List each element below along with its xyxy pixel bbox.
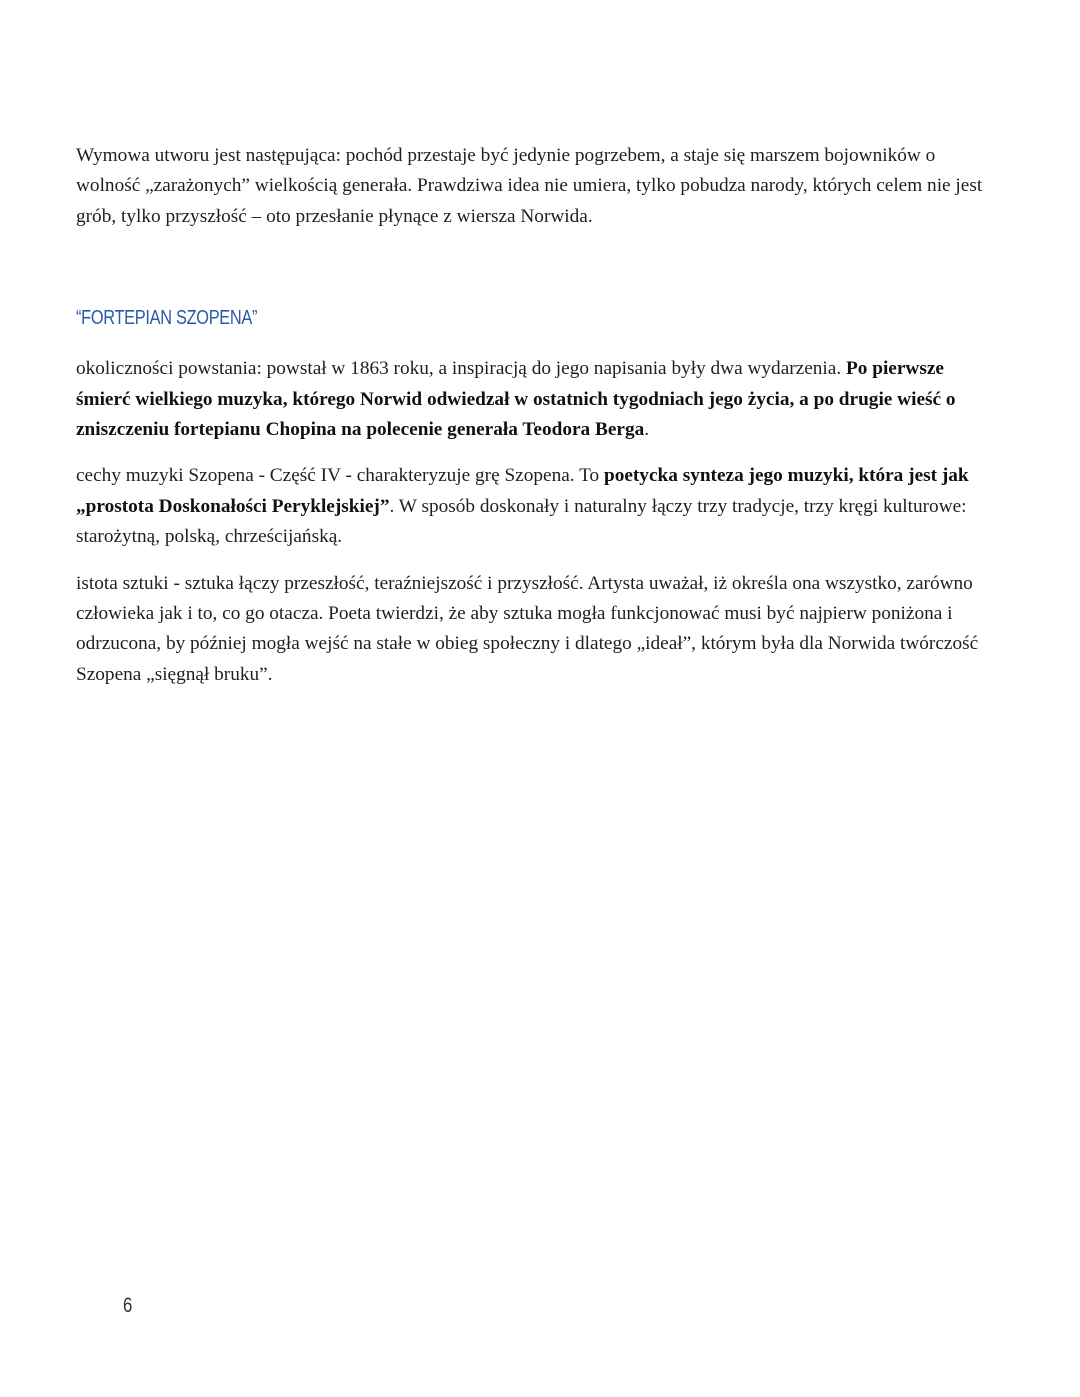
paragraph-music-features xyxy=(76,461,986,552)
paragraph-essence-of-art xyxy=(76,569,986,691)
paragraph-bold-text: poetycka synteza jego muzyki, która jest jak „prostota Doskonałości Peryklejskiej” xyxy=(76,465,969,517)
paragraph-text: . xyxy=(644,419,650,441)
page-number: 6 xyxy=(123,1294,133,1317)
paragraph-text: istota sztuki - sztuka łączy przeszłość, teraźniejszość i przyszłość. Artysta uważał, iż określa ona wszystko, zarówno człowieka jak i to, co go otacza. Poeta twierdzi, że aby sztuka mogła funkcjonować musi być najpierw poniżona i odrzucona, by później mogła wejść na stałe w obieg społeczny i dlatego „ideał”, którym była dla Norwida twórczość Szopena „sięgnął bruku”. xyxy=(76,572,979,685)
paragraph-text: cechy muzyki Szopena - Część IV - charakteryzuje grę Szopena. To xyxy=(76,465,604,487)
paragraph-text: . W sposób doskonały i naturalny łączy trzy tradycje, trzy kręgi kulturowe: starożytną, polską, chrześcijańską. xyxy=(76,495,967,548)
document-page xyxy=(76,141,986,706)
paragraph-bold-text: Po pierwsze śmierć wielkiego muzyka, którego Norwid odwiedzał w ostatnich tygodniach jego życia, a po drugie wieść o zniszczeniu fortepianu Chopina na polecenie generała Teodora Berga xyxy=(76,358,956,441)
paragraph-circumstances xyxy=(76,354,986,445)
intro-paragraph: Wymowa utworu jest następująca: pochód przestaje być jedynie pogrzebem, a staje się marszem bojowników o wolność „zarażonych” wielkością generała. Prawdziwa idea nie umiera, tylko pobudza narody, których celem nie jest grób, tylko przyszłość – oto przesłanie płynące z wiersza Norwida. xyxy=(76,145,983,227)
section-heading: “FORTEPIAN SZOPENA” xyxy=(76,307,258,330)
paragraph-text: okoliczności powstania: powstał w 1863 roku, a inspiracją do jego napisania były dwa wydarzenia. xyxy=(76,358,846,380)
